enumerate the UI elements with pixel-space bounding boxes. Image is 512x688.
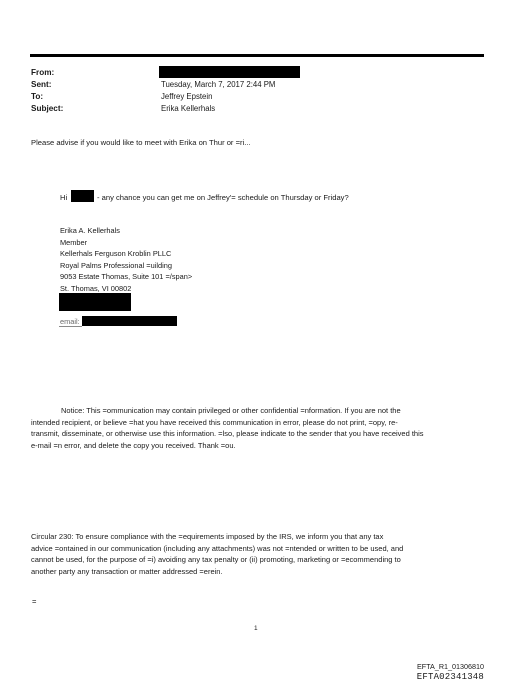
sent-label: Sent: <box>31 80 52 89</box>
email-underline <box>59 326 82 327</box>
circular-line-2: advice =ontained in our communication (including any attachments) was not =ntended or written to be used, and <box>31 543 404 553</box>
name-redaction <box>71 190 94 202</box>
signature-building: Royal Palms Professional =uilding <box>60 260 172 270</box>
email-redaction <box>82 316 177 326</box>
request-line: - any chance you can get me on Jeffrey'= schedule on Thursday or Friday? <box>97 193 349 202</box>
signature-firm: Kellerhals Ferguson Kroblin PLLC <box>60 249 172 258</box>
circular-line-3: cannot be used, for the purpose of =i) avoiding any tax penalty or (ii) promoting, marketing or =ecommending to <box>31 555 401 564</box>
subject-value: Erika Kellerhals <box>161 104 216 113</box>
greeting: Hi <box>60 193 68 202</box>
efta-reference-small: EFTA_R1_01306810 <box>417 662 484 671</box>
email-label: email: <box>60 317 80 326</box>
from-label: From: <box>31 68 55 77</box>
to-label: To: <box>31 92 44 101</box>
signature-name: Erika A. Kellerhals <box>60 226 120 235</box>
signature-city: St. Thomas, VI 00802 <box>60 283 132 293</box>
circular-line-1: Circular 230: To ensure compliance with the =equirements imposed by the IRS, we inform you that any tax <box>31 532 384 541</box>
notice-line-2: intended recipient, or believe =hat you have received this communication in error, please do not print, =opy, re- <box>31 417 398 427</box>
trailing-mark: = <box>32 597 37 606</box>
from-redaction <box>159 66 300 78</box>
signature-street: 9053 Estate Thomas, Suite 101 =/span> <box>60 272 193 281</box>
page-number: 1 <box>254 625 258 632</box>
to-value: Jeffrey Epstein <box>161 92 213 101</box>
header-rule <box>30 54 484 57</box>
sent-value: Tuesday, March 7, 2017 2:44 PM <box>161 80 276 89</box>
notice-line-4: e-mail =n error, and delete the copy you received. Thank =ou. <box>31 440 236 450</box>
subject-label: Subject: <box>31 104 64 113</box>
circular-line-4: another party any transaction or matter addressed =erein. <box>31 566 223 576</box>
notice-line-3: transmit, disseminate, or otherwise use this information. =lso, please indicate to the sender that you have received this <box>31 429 424 438</box>
signature-title: Member <box>60 237 88 247</box>
notice-line-1: Notice: This =ommunication may contain privileged or other confidential =nformation. If you are not the <box>61 406 401 415</box>
phone-redaction <box>59 293 131 311</box>
intro-line: Please advise if you would like to meet with Erika on Thur or =ri... <box>31 138 251 147</box>
efta-reference-large: EFTA02341348 <box>416 672 484 682</box>
